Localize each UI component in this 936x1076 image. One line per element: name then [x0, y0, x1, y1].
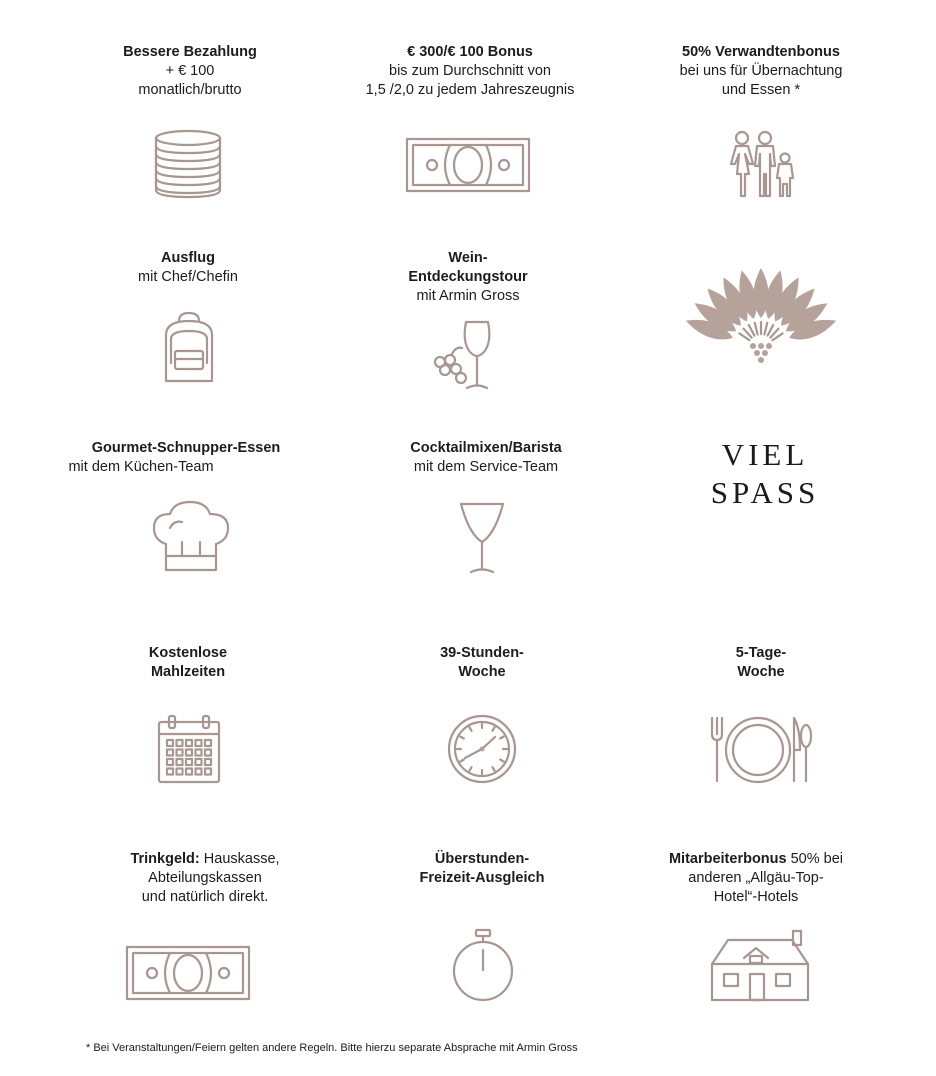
benefit-title: Woche — [737, 664, 785, 680]
fan-logo-icon — [666, 266, 856, 378]
benefit-title: Gourmet-Schnupper-Essen — [91, 440, 281, 456]
benefit-line: bei uns für Übernachtung — [679, 63, 843, 79]
benefit-title: Ausflug — [161, 250, 215, 266]
benefit-title: Entdeckungstour — [408, 269, 528, 285]
viel-spass-wordmark — [660, 436, 870, 512]
benefit-cocktail — [336, 439, 636, 477]
benefit-trip — [38, 249, 338, 287]
house-icon — [710, 928, 810, 1002]
benefit-39-hours — [332, 644, 632, 682]
clock-icon — [447, 714, 517, 784]
benefit-title: 5-Tage- — [735, 645, 787, 661]
benefit-title: Mahlzeiten — [150, 664, 226, 680]
benefit-title: Bessere Bezahlung — [123, 44, 257, 60]
benefit-meals — [38, 644, 338, 682]
benefit-overtime — [332, 850, 632, 888]
benefit-title: 50% Verwandtenbonus — [682, 44, 840, 60]
benefit-line: + € 100 — [165, 63, 215, 79]
benefit-line: monatlich/brutto — [138, 82, 242, 98]
benefit-title: Trinkgeld: — [130, 851, 200, 867]
plate-cutlery-icon — [708, 714, 814, 784]
calendar-icon — [158, 714, 220, 784]
benefit-line: bis zum Durchschnitt von — [389, 63, 551, 79]
benefit-title: Mitarbeiterbonus — [668, 851, 787, 867]
benefit-line: Hotel“-Hotels — [713, 889, 799, 905]
family-icon — [727, 130, 797, 198]
cocktail-glass-icon — [459, 502, 505, 574]
banknote-icon — [126, 946, 250, 1000]
benefit-line: und Essen * — [721, 82, 801, 98]
benefit-title: Überstunden- — [434, 851, 530, 867]
benefit-title: Woche — [458, 664, 506, 680]
benefit-title: 39-Stunden- — [440, 645, 524, 661]
benefit-line: mit Armin Gross — [416, 288, 520, 304]
chef-hat-icon — [152, 500, 230, 572]
footnote: * Bei Veranstaltungen/Feiern gelten andere Regeln. Bitte hierzu separate Absprache mit Armin Gross — [86, 1042, 578, 1054]
benefit-relatives — [611, 43, 911, 100]
benefit-title: € 300/€ 100 Bonus — [407, 44, 533, 60]
benefit-line: mit dem Küchen-Team — [68, 459, 214, 475]
benefit-inline: Hauskasse, — [199, 851, 280, 867]
wordmark-line: VIEL — [721, 437, 809, 472]
benefit-line: mit dem Service-Team — [413, 459, 559, 475]
benefit-gourmet — [36, 439, 336, 477]
backpack-icon — [162, 311, 216, 383]
benefit-line: Abteilungskassen — [148, 870, 262, 886]
benefit-line: mit Chef/Chefin — [138, 269, 238, 285]
wine-grapes-icon — [432, 320, 496, 390]
stopwatch-icon — [452, 928, 514, 1002]
coin-stack-icon — [152, 128, 224, 200]
benefit-bonus — [320, 43, 620, 100]
benefit-title: Freizeit-Ausgleich — [419, 870, 545, 886]
benefit-title: Kostenlose — [148, 645, 228, 661]
benefit-line: anderen „Allgäu-Top- — [688, 870, 824, 886]
benefit-title: Cocktailmixen/Barista — [410, 440, 562, 456]
benefit-title: Wein- — [448, 250, 488, 266]
wordmark-line: SPASS — [710, 475, 820, 510]
benefit-wine-tour — [318, 249, 618, 306]
benefit-line: und natürlich direkt. — [141, 889, 269, 905]
benefit-tips — [55, 850, 355, 907]
benefit-pay — [40, 43, 340, 100]
banknote-icon — [406, 138, 530, 192]
benefit-line: 1,5 /2,0 zu jedem Jahreszeugnis — [365, 82, 575, 98]
benefit-employee — [606, 850, 906, 907]
benefit-5-days — [611, 644, 911, 682]
benefit-inline: 50% bei — [786, 851, 844, 867]
